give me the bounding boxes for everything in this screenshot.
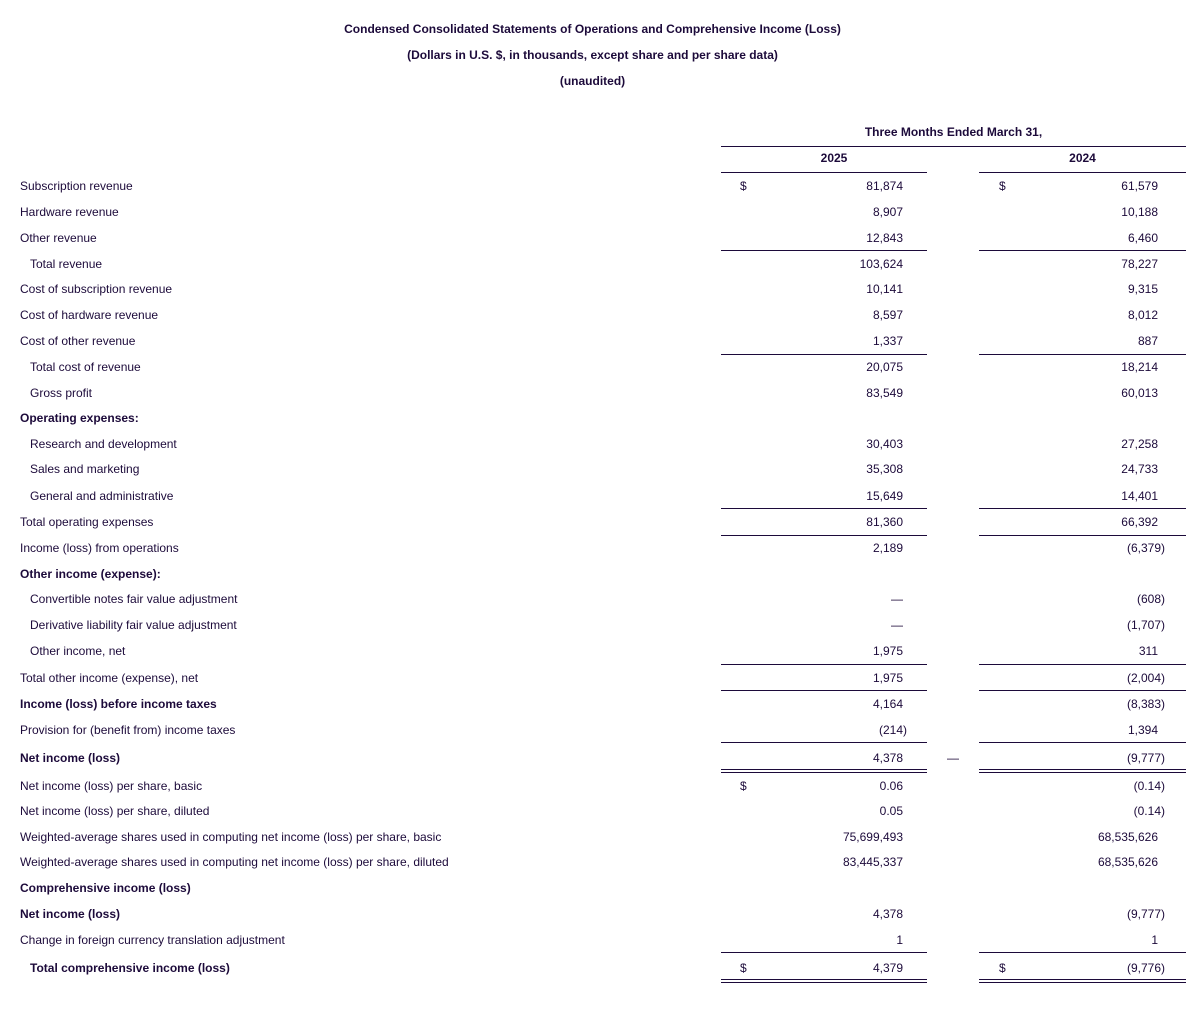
row-label: Total revenue <box>30 257 103 271</box>
table-row <box>0 457 1202 481</box>
statement-subtitle: (Dollars in U.S. $, in thousands, except share and per share data) <box>407 48 778 62</box>
row-label: Net income (loss) per share, diluted <box>20 804 210 818</box>
value-2025: — <box>891 592 903 606</box>
table-row <box>0 666 1202 690</box>
table-row <box>0 876 1202 900</box>
column-header-2025: 2025 <box>820 151 848 165</box>
value-2024: 887 <box>1137 334 1158 348</box>
value-2025: 0.06 <box>879 779 903 793</box>
underline-rule <box>979 690 1186 691</box>
underline-rule <box>979 354 1186 355</box>
statement-title: Condensed Consolidated Statements of Operations and Comprehensive Income (Loss) <box>344 22 841 36</box>
value-2024: 1,394 <box>1127 723 1158 737</box>
underline-rule <box>979 664 1186 665</box>
underline-rule <box>979 952 1186 953</box>
row-label: Other income (expense): <box>20 567 161 581</box>
value-2024: (2,004) <box>1126 671 1165 685</box>
underline-rule <box>979 742 1186 743</box>
table-row <box>0 226 1202 250</box>
value-2024: (608) <box>1136 592 1165 606</box>
value-2025: 4,378 <box>872 907 903 921</box>
row-label: Weighted-average shares used in computing net income (loss) per share, basic <box>20 830 442 844</box>
value-2025: 83,445,337 <box>842 855 903 869</box>
table-row <box>0 303 1202 327</box>
value-2024: 61,579 <box>1121 179 1158 193</box>
value-2025: 8,907 <box>872 205 903 219</box>
table-row <box>0 277 1202 301</box>
column-gap-dash: — <box>947 751 959 765</box>
value-2024: (9,777) <box>1126 907 1165 921</box>
row-label: Cost of subscription revenue <box>20 282 173 296</box>
row-label: Net income (loss) per share, basic <box>20 779 203 793</box>
value-2025: (214) <box>878 723 907 737</box>
underline-rule <box>721 250 927 251</box>
row-label: Cost of hardware revenue <box>20 308 159 322</box>
table-row <box>0 825 1202 849</box>
currency-symbol-2024: $ <box>999 961 1006 975</box>
column-header-rule-2024 <box>979 172 1186 173</box>
table-row <box>0 200 1202 224</box>
table-row <box>0 639 1202 663</box>
row-label: Income (loss) from operations <box>20 541 179 555</box>
double-underline-rule <box>721 979 927 983</box>
table-row <box>0 928 1202 952</box>
row-label: Total other income (expense), net <box>20 671 199 685</box>
underline-rule <box>721 664 927 665</box>
table-row <box>0 850 1202 874</box>
double-underline-rule <box>979 769 1186 773</box>
value-2025: 12,843 <box>866 231 903 245</box>
row-label: Weighted-average shares used in computing net income (loss) per share, diluted <box>20 855 449 869</box>
table-row <box>0 252 1202 276</box>
row-label: Net income (loss) <box>20 907 121 921</box>
value-2025: 8,597 <box>872 308 903 322</box>
table-row <box>0 174 1202 198</box>
table-row <box>0 536 1202 560</box>
value-2024: (9,776) <box>1126 961 1165 975</box>
value-2025: 4,164 <box>872 697 903 711</box>
value-2024: (8,383) <box>1126 697 1165 711</box>
value-2025: 30,403 <box>866 437 903 451</box>
table-row <box>0 406 1202 430</box>
value-2025: 103,624 <box>859 257 903 271</box>
table-row <box>0 484 1202 508</box>
value-2024: 311 <box>1138 644 1158 658</box>
table-row <box>0 799 1202 823</box>
table-row <box>0 746 1202 770</box>
table-row <box>0 587 1202 611</box>
underline-rule <box>721 952 927 953</box>
table-row <box>0 692 1202 716</box>
table-row <box>0 718 1202 742</box>
value-2024: 14,401 <box>1121 489 1158 503</box>
value-2024: (0.14) <box>1133 779 1165 793</box>
value-2025: 15,649 <box>866 489 903 503</box>
value-2025: 4,378 <box>872 751 903 765</box>
row-label: Total comprehensive income (loss) <box>30 961 230 975</box>
double-underline-rule <box>979 979 1186 983</box>
table-row <box>0 510 1202 534</box>
value-2024: (9,777) <box>1126 751 1165 765</box>
value-2025: 1,975 <box>872 671 903 685</box>
row-label: Convertible notes fair value adjustment <box>30 592 238 606</box>
table-row <box>0 774 1202 798</box>
value-2025: — <box>891 618 903 632</box>
table-row <box>0 329 1202 353</box>
underline-rule <box>721 354 927 355</box>
table-row <box>0 355 1202 379</box>
value-2024: 68,535,626 <box>1097 855 1158 869</box>
row-label: Research and development <box>30 437 177 451</box>
value-2025: 83,549 <box>866 386 903 400</box>
value-2025: 1 <box>896 933 903 947</box>
value-2024: 27,258 <box>1121 437 1158 451</box>
value-2025: 81,360 <box>866 515 903 529</box>
value-2025: 81,874 <box>866 179 903 193</box>
value-2024: 18,214 <box>1121 360 1158 374</box>
row-label: Cost of other revenue <box>20 334 136 348</box>
table-row <box>0 956 1202 980</box>
value-2024: 9,315 <box>1127 282 1158 296</box>
row-label: Subscription revenue <box>20 179 133 193</box>
row-label: Net income (loss) <box>20 751 121 765</box>
row-label: Operating expenses: <box>20 411 139 425</box>
value-2024: 6,460 <box>1127 231 1158 245</box>
row-label: General and administrative <box>30 489 174 503</box>
table-row <box>0 902 1202 926</box>
statement-note: (unaudited) <box>559 74 626 88</box>
value-2025: 0.05 <box>879 804 903 818</box>
column-header-rule-2025 <box>721 172 927 173</box>
underline-rule <box>721 742 927 743</box>
double-underline-rule <box>721 769 927 773</box>
row-label: Income (loss) before income taxes <box>20 697 217 711</box>
row-label: Other income, net <box>30 644 126 658</box>
underline-rule <box>979 250 1186 251</box>
row-label: Total operating expenses <box>20 515 154 529</box>
value-2025: 35,308 <box>866 462 903 476</box>
value-2025: 1,975 <box>872 644 903 658</box>
value-2024: (6,379) <box>1126 541 1165 555</box>
value-2024: 8,012 <box>1127 308 1158 322</box>
value-2025: 2,189 <box>872 541 903 555</box>
row-label: Derivative liability fair value adjustment <box>30 618 237 632</box>
value-2025: 20,075 <box>866 360 903 374</box>
row-label: Hardware revenue <box>20 205 119 219</box>
table-row <box>0 562 1202 586</box>
table-row <box>0 432 1202 456</box>
underline-rule <box>979 535 1186 536</box>
value-2025: 1,337 <box>872 334 903 348</box>
value-2025: 75,699,493 <box>842 830 903 844</box>
row-label: Total cost of revenue <box>30 360 141 374</box>
underline-rule <box>721 535 927 536</box>
row-label: Sales and marketing <box>30 462 140 476</box>
column-header-2024: 2024 <box>1069 151 1096 165</box>
row-label: Gross profit <box>30 386 93 400</box>
row-label: Change in foreign currency translation adjustment <box>20 933 285 947</box>
period-header-rule <box>721 146 1186 147</box>
value-2024: (0.14) <box>1133 804 1165 818</box>
value-2024: (1,707) <box>1126 618 1165 632</box>
value-2024: 10,188 <box>1121 205 1158 219</box>
value-2025: 4,379 <box>872 961 903 975</box>
currency-symbol-2025: $ <box>740 961 747 975</box>
currency-symbol-2025: $ <box>740 179 747 193</box>
row-label: Provision for (benefit from) income taxes <box>20 723 236 737</box>
underline-rule <box>979 508 1186 509</box>
value-2024: 78,227 <box>1121 257 1158 271</box>
table-row <box>0 381 1202 405</box>
value-2025: 10,141 <box>866 282 903 296</box>
value-2024: 66,392 <box>1121 515 1158 529</box>
underline-rule <box>721 508 927 509</box>
row-label: Comprehensive income (loss) <box>20 881 191 895</box>
period-header: Three Months Ended March 31, <box>864 125 1043 139</box>
value-2024: 1 <box>1151 933 1158 947</box>
value-2024: 60,013 <box>1121 386 1158 400</box>
underline-rule <box>721 690 927 691</box>
currency-symbol-2025: $ <box>740 779 747 793</box>
table-row <box>0 613 1202 637</box>
row-label: Other revenue <box>20 231 97 245</box>
currency-symbol-2024: $ <box>999 179 1006 193</box>
value-2024: 68,535,626 <box>1097 830 1158 844</box>
value-2024: 24,733 <box>1121 462 1158 476</box>
